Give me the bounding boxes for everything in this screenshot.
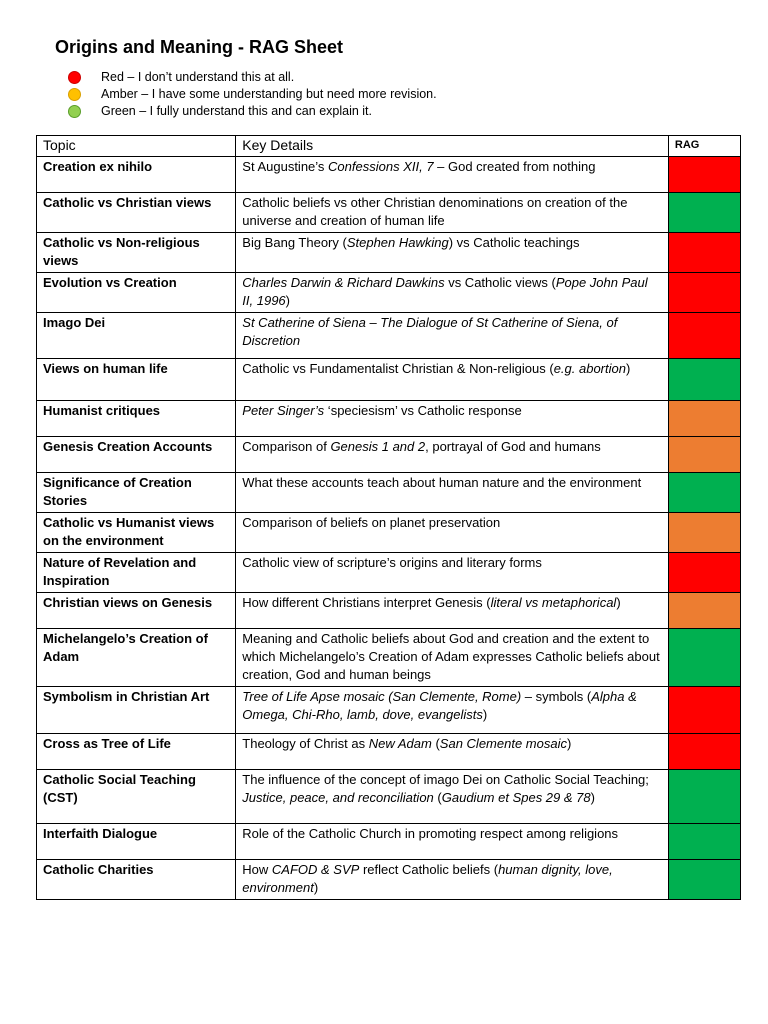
topic-cell: Cross as Tree of Life bbox=[37, 734, 236, 770]
detail-text: San Clemente mosaic bbox=[439, 736, 567, 751]
header-topic: Topic bbox=[37, 136, 236, 157]
key-details-cell bbox=[236, 233, 669, 273]
rag-status-cell bbox=[668, 824, 740, 860]
detail-text: reflect Catholic beliefs ( bbox=[359, 862, 499, 877]
table-row bbox=[37, 734, 741, 770]
key-details-cell bbox=[236, 157, 669, 193]
topic-cell: Views on human life bbox=[37, 359, 236, 401]
key-details-cell bbox=[236, 401, 669, 437]
table-row bbox=[37, 273, 741, 313]
rag-status-cell bbox=[668, 401, 740, 437]
key-details-cell bbox=[236, 313, 669, 359]
key-details-cell bbox=[236, 553, 669, 593]
table-row bbox=[37, 359, 741, 401]
key-details-cell bbox=[236, 193, 669, 233]
page-title: Origins and Meaning - RAG Sheet bbox=[55, 37, 344, 57]
table-row bbox=[37, 157, 741, 193]
topic-cell: Christian views on Genesis bbox=[37, 593, 236, 629]
table-row bbox=[37, 513, 741, 553]
table-row bbox=[37, 437, 741, 473]
header-rag: RAG bbox=[668, 136, 740, 157]
detail-text: – symbols ( bbox=[521, 689, 592, 704]
rag-status-cell bbox=[668, 860, 740, 900]
detail-text: The influence of the concept of imago Dei on Catholic Social Teaching; bbox=[242, 772, 649, 787]
topic-cell: Michelangelo’s Creation of Adam bbox=[37, 629, 236, 687]
rag-status-cell bbox=[668, 473, 740, 513]
detail-text: ) bbox=[482, 707, 488, 722]
detail-text: St Augustine’s bbox=[242, 159, 329, 174]
detail-text: Role of the Catholic Church in promoting respect among religions bbox=[242, 826, 619, 841]
topic-cell: Catholic vs Humanist views on the environment bbox=[37, 513, 236, 553]
detail-text: ) bbox=[313, 880, 319, 895]
table-row bbox=[37, 193, 741, 233]
green-dot-icon bbox=[68, 105, 81, 118]
topic-cell: Evolution vs Creation bbox=[37, 273, 236, 313]
rag-status-cell bbox=[668, 734, 740, 770]
detail-text: Catholic beliefs vs other Christian denominations on creation of the universe and creation of human life bbox=[242, 195, 628, 228]
topic-cell: Creation ex nihilo bbox=[37, 157, 236, 193]
detail-text: Comparison of beliefs on planet preservation bbox=[242, 515, 501, 530]
key-details-cell bbox=[236, 473, 669, 513]
detail-text: , portrayal of God and humans bbox=[425, 439, 601, 454]
detail-text: ( bbox=[431, 736, 440, 751]
table-row bbox=[37, 824, 741, 860]
detail-text: ) bbox=[625, 361, 631, 376]
rag-status-cell bbox=[668, 157, 740, 193]
rag-status-cell bbox=[668, 687, 740, 734]
key-details-cell bbox=[236, 770, 669, 824]
key-details-cell bbox=[236, 437, 669, 473]
detail-text: How different Christians interpret Genesis ( bbox=[242, 595, 491, 610]
key-details-cell bbox=[236, 629, 669, 687]
detail-text: human dignity, love, environment bbox=[242, 862, 613, 895]
legend-text-amber: Amber – I have some understanding but need more revision. bbox=[101, 87, 437, 101]
topic-cell: Symbolism in Christian Art bbox=[37, 687, 236, 734]
key-details-cell bbox=[236, 687, 669, 734]
detail-text: How bbox=[242, 862, 272, 877]
rag-status-cell bbox=[668, 359, 740, 401]
red-dot-icon bbox=[68, 71, 81, 84]
key-details-cell bbox=[236, 513, 669, 553]
detail-text: ( bbox=[433, 790, 442, 805]
key-details-cell bbox=[236, 824, 669, 860]
detail-text: New Adam bbox=[368, 736, 432, 751]
rag-status-cell bbox=[668, 513, 740, 553]
detail-text: ) bbox=[285, 293, 290, 308]
topic-cell: Nature of Revelation and Inspiration bbox=[37, 553, 236, 593]
detail-text: e.g. abortion bbox=[553, 361, 626, 376]
rag-status-cell bbox=[668, 193, 740, 233]
rag-status-cell bbox=[668, 770, 740, 824]
detail-text: Catholic vs Fundamentalist Christian & Non-religious ( bbox=[242, 361, 554, 376]
detail-text: Meaning and Catholic beliefs about God and creation and the extent to which Michelangelo’s Creation of Adam expresses Catholic beliefs about creation, God and human beings bbox=[242, 631, 660, 682]
detail-text: Comparison of bbox=[242, 439, 331, 454]
detail-text: Tree of Life Apse mosaic (San Clemente, Rome) bbox=[242, 689, 522, 704]
table-row bbox=[37, 593, 741, 629]
detail-text: – God created from nothing bbox=[433, 159, 596, 174]
detail-text: vs Catholic views ( bbox=[444, 275, 556, 290]
table-row bbox=[37, 770, 741, 824]
detail-text: Theology of Christ as bbox=[242, 736, 369, 751]
table-header-row bbox=[37, 136, 741, 157]
table-row bbox=[37, 629, 741, 687]
rag-status-cell bbox=[668, 593, 740, 629]
topic-cell: Genesis Creation Accounts bbox=[37, 437, 236, 473]
detail-text: CAFOD & SVP bbox=[271, 862, 360, 877]
rag-status-cell bbox=[668, 273, 740, 313]
topic-cell: Humanist critiques bbox=[37, 401, 236, 437]
detail-text: literal vs metaphorical bbox=[490, 595, 617, 610]
detail-text: ) vs Catholic teachings bbox=[448, 235, 580, 250]
detail-text: Catholic view of scripture’s origins and literary forms bbox=[242, 555, 542, 570]
topic-cell: Significance of Creation Stories bbox=[37, 473, 236, 513]
key-details-cell bbox=[236, 273, 669, 313]
table-body bbox=[37, 157, 741, 900]
detail-text: Genesis 1 and 2 bbox=[330, 439, 426, 454]
amber-dot-icon bbox=[68, 88, 81, 101]
detail-text: ) bbox=[566, 736, 572, 751]
header-key-details: Key Details bbox=[236, 136, 669, 157]
key-details-cell bbox=[236, 734, 669, 770]
topic-cell: Catholic vs Christian views bbox=[37, 193, 236, 233]
table-row bbox=[37, 313, 741, 359]
rag-status-cell bbox=[668, 629, 740, 687]
key-details-cell bbox=[236, 860, 669, 900]
topic-cell: Catholic vs Non-religious views bbox=[37, 233, 236, 273]
legend-text-red: Red – I don’t understand this at all. bbox=[101, 70, 295, 84]
table-row bbox=[37, 687, 741, 734]
detail-text: ‘speciesism’ vs Catholic response bbox=[324, 403, 522, 418]
detail-text: ) bbox=[616, 595, 621, 610]
detail-text: Big Bang Theory ( bbox=[242, 235, 347, 250]
table-row bbox=[37, 401, 741, 437]
detail-text: Peter Singer’s bbox=[242, 403, 325, 418]
table-row bbox=[37, 473, 741, 513]
detail-text: Stephen Hawking bbox=[346, 235, 449, 250]
rag-status-cell bbox=[668, 437, 740, 473]
detail-text: Confessions XII, 7 bbox=[328, 159, 434, 174]
detail-text: What these accounts teach about human nature and the environment bbox=[242, 475, 642, 490]
rag-table bbox=[36, 135, 741, 900]
legend-text-green: Green – I fully understand this and can explain it. bbox=[101, 104, 372, 118]
rag-status-cell bbox=[668, 313, 740, 359]
detail-text: Charles Darwin & Richard Dawkins bbox=[242, 275, 445, 290]
topic-cell: Interfaith Dialogue bbox=[37, 824, 236, 860]
topic-cell: Imago Dei bbox=[37, 313, 236, 359]
key-details-cell bbox=[236, 593, 669, 629]
rag-status-cell bbox=[668, 233, 740, 273]
detail-text: Gaudium et Spes 29 & 78 bbox=[441, 790, 591, 805]
table-row bbox=[37, 233, 741, 273]
key-details-cell bbox=[236, 359, 669, 401]
detail-text: St Catherine of Siena – The Dialogue of St Catherine of Siena, of Discretion bbox=[242, 315, 618, 348]
table-row bbox=[37, 860, 741, 900]
topic-cell: Catholic Charities bbox=[37, 860, 236, 900]
detail-text: ) bbox=[590, 790, 595, 805]
detail-text: Justice, peace, and reconciliation bbox=[242, 790, 434, 805]
table-row bbox=[37, 553, 741, 593]
detail-text: Pope John Paul II, 1996 bbox=[242, 275, 648, 308]
detail-text: Alpha & Omega, Chi-Rho, lamb, dove, evangelists bbox=[242, 689, 637, 722]
topic-cell: Catholic Social Teaching (CST) bbox=[37, 770, 236, 824]
rag-status-cell bbox=[668, 553, 740, 593]
